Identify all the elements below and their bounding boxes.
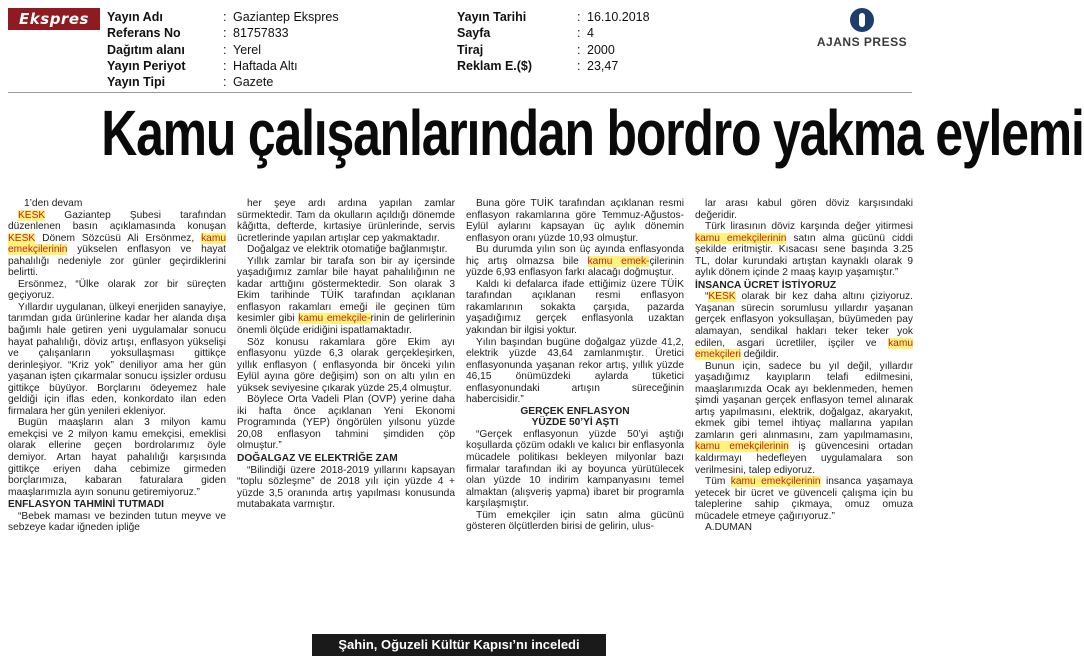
- meta-label: Sayfa: [457, 26, 491, 41]
- meta-row: Yayın Tipi : Gazete: [107, 75, 274, 90]
- paragraph: Kaldı ki defalarca ifade ettiğimiz üzere TÜİK tarafından açıklanan resmi enflasyon rakamlarının sokakta çarşıda, pazarda yaşadığımız gerçek enflasyonla uzaktan yakından bir ilgisi yoktur.: [466, 278, 684, 337]
- paragraph: her şeye ardı ardına yapılan zamlar sürmektedir. Tam da okulların açıldığı dönemde kâğıtta, defterde, kırtasiye ürünlerinde, servis ücretlerinde yapılan artışlar cep yakmaktadır.: [237, 198, 455, 244]
- article-column-3: [466, 198, 684, 618]
- article-column-4: [695, 198, 913, 618]
- subheading: GERÇEK ENFLASYON: [520, 405, 630, 417]
- meta-value: 2000: [587, 42, 615, 57]
- highlight: KESK: [18, 209, 46, 221]
- highlight: kamu emekçilerinin: [695, 232, 787, 244]
- highlight: kamu emekçilerinin: [730, 476, 821, 488]
- paragraph: Tüm kamu emekçilerinin insanca yaşamaya yetecek bir ücret ve güvenceli çalışma için bu taleplerine sahip çıkmaya, omuz omuza mücadele etmeye çağırıyoruz.”: [695, 476, 913, 522]
- paragraph: Yıllık zamlar bir tarafa son bir ay içersinde yaşadığımız zamlar bile hayat pahalılığının ne kadar arttığını göstermektedir. Son olarak 3 Ekim tarihinde TÜİK tarafından açıklanan enflasyon rakamları emeği ile geçinen tüm kesimler gibi kamu emekçile-rinin de gelirlerinin önemli ölçüde eridiğini ispatlamaktadır.: [237, 255, 455, 337]
- paragraph: Buna göre TUİK tarafından açıklanan resmi enflasyon rakamlarına göre Temmuz-Ağustos-Eylül aylarını kapsayan üç aylık dönemin enflasyon oranı yüzde 10,93 olmuştur.: [466, 198, 684, 244]
- agency-logo: [812, 8, 912, 49]
- meta-value: 23,47: [587, 58, 619, 73]
- paragraph: Yılın başından bugüne doğalgaz yüzde 41,2, elektrik yüzde 43,64 zamlanmıştır. Üretici enflasyonunda yaşanan rekor artış, yıllık yüzde 46,15 önümüzdeki aylarda tüketici enflasyonundaki artışın süreceğinin habercisidir.”: [466, 336, 684, 406]
- paragraph: KESK Gaziantep Şubesi tarafından düzenlenen basın açıklamasında konuşan KESK Dönem Sözcüsü Ali Ersönmez, kamu emekçilerinin yükselen enflasyon ve hayat pahalılığı nedeniyle zor günler geçirdiklerini belirtti.: [8, 209, 226, 279]
- meta-label: Reklam E.($): [457, 58, 533, 73]
- headline: Kamu çalışanlarından bordro yakma eylemi: [101, 97, 1084, 169]
- article-column-1: [8, 198, 226, 618]
- highlight: kamu emekçileri: [695, 337, 913, 361]
- paragraph: “Bilindiği üzere 2018-2019 yıllarını kapsayan “toplu sözleşme” de 2018 yılı için yüzde 4 + yüzde 3,5 oranında artış yapılması konusunda mutabakata varmıştır.: [237, 464, 455, 511]
- paragraph: Ersönmez, “Ülke olarak zor bir süreçten geçiyoruz.: [8, 278, 226, 302]
- subheading: ENFLASYON TAHMİNİ TUTMADI: [8, 499, 165, 511]
- agency-name: AJANS PRESS: [816, 35, 908, 49]
- author: A.DUMAN: [705, 522, 752, 534]
- paragraph: Bu durumda yılın son üç ayında enflasyonda hiç artış olmazsa bile kamu emek-çilerinin yüzde 6,93 enflasyon farkı alacağı doğmuştur.: [466, 244, 684, 279]
- subheading: İNSANCA ÜCRET İSTİYORUZ: [695, 279, 837, 291]
- meta-value: 16.10.2018: [587, 10, 650, 24]
- publication-info-right: [457, 9, 650, 74]
- meta-row: Tiraj : 2000: [457, 42, 615, 57]
- subheading: YÜZDE 50’Yİ AŞTI: [531, 417, 619, 429]
- paragraph: Doğalgaz ve elektrik otomatiğe bağlanmıştır.: [247, 244, 448, 256]
- meta-row: Reklam E.($) : 23,47: [457, 58, 619, 73]
- meta-row: Dağıtım alanı : Yerel: [107, 42, 262, 57]
- article-column-2: [237, 198, 455, 618]
- highlight: kamu emekçile-: [298, 313, 371, 325]
- publication-info-left: [107, 9, 339, 90]
- highlight: KESK: [708, 291, 736, 303]
- paragraph: Türk lirasının döviz karşında değer yitirmesi kamu emekçilerinin satın alma gücünü ciddi şekilde eritmiştir. Kısacası sene başında 3.25 TL, dolar kurundaki artıştan kaynaklı olarak 9 aylık dönem içinde 2 maaş kayıp yaşamıştır.”: [695, 221, 913, 279]
- newspaper-logo: Ekspres: [8, 8, 100, 30]
- meta-value: Yerel: [233, 42, 262, 57]
- meta-label: Tiraj: [457, 42, 484, 57]
- paragraph: lar arası kabul gören döviz karşısındaki değeridir.: [695, 198, 913, 221]
- subheading: DOĞALGAZ VE ELEKTRİĞE ZAM: [237, 453, 398, 465]
- paragraph: Tüm emekçiler için satın alma gücünü gösteren ölçütlerden birisi de gelirin, ulus-: [466, 509, 684, 533]
- paragraph: “KESK olarak bir kez daha altını çiziyoruz. Yaşanan sürecin sorumlusu yıllardır yaşanan gerçek enflasyon yoksullaşan, büyümeden pay alamayan, sendikal hakları teker teker yok edilen, asgari ücretliler, işçiler ve kamu emekçileri değildir.: [695, 291, 913, 361]
- highlight: KESK: [8, 232, 36, 244]
- agency-icon: [850, 8, 874, 32]
- meta-row: Sayfa : 4: [457, 26, 594, 41]
- meta-value: Haftada Altı: [233, 58, 298, 73]
- meta-row: Referans No : 81757833: [107, 26, 289, 41]
- paragraph: Yıllardır uygulanan, ülkeyi enerjiden sanayiye, tarımdan gıda ürünlerine kadar her alanda dışa bağımlı hale getiren yeni uygulamalar sonucu hayat pahalılığı, döviz artışı, enflasyon yükselişi ve çalışanların yoksullaşması gittikçe derinleşiyor. “Kriz yok” deniliyor ama her gün yaşanan işten çıkarmalar sonucu işsizler ordusu gittikçe büyüyor. Borçlarını ödeyemez hale geldiği için iflas eden, konkordato ilan eden firmalara her gün yenileri ekleniyor.: [8, 301, 226, 417]
- meta-label: Dağıtım alanı: [107, 42, 185, 57]
- paragraph: Bugün maaşların alan 3 milyon kamu emekçisi ve 2 milyon kamu emekçisi, emeklisi olarak ellerine geçen bordrolarımız öyle demiyor. Artan hayat pahalılığı karşısında gittikçe eriyen daha cebimize girmeden borçlarımıza, kabaran faturalara giden maaşlarımızla ayın sonunu getiremiyoruz.”: [8, 417, 226, 498]
- highlight: kamu emek-: [587, 255, 650, 267]
- meta-value: Gaziantep Ekspres: [233, 10, 339, 24]
- meta-label: Yayın Periyot: [107, 58, 186, 73]
- meta-row: Yayın Tarihi : 16.10.2018: [457, 10, 650, 24]
- header-divider: [8, 92, 912, 93]
- meta-row: Yayın Adı : Gaziantep Ekspres: [107, 10, 339, 24]
- highlight: kamu emekçilerinin: [695, 441, 789, 453]
- meta-value: 4: [587, 26, 594, 41]
- paragraph: Söz konusu rakamlara göre Ekim ayı enflasyonu yüzde 6,3 olarak gerçekleşirken, yıllık enflasyon ( enflasyonda bir önceki yılın Eylül ayına göre değişim) son on altı yılın en yüksek seviyesine çıkarak yüzde 25,4 olmuştur.: [237, 336, 455, 394]
- meta-label: Referans No: [107, 26, 181, 41]
- paragraph: Böylece Orta Vadeli Plan (OVP) yerine daha iki hafta önce açıklanan Yeni Ekonomi Programında (YEP) öngörülen yılsonu yüzde 20,08 enflasyon tahmini şimdiden çöp olmuştur.”: [237, 394, 455, 452]
- meta-label: Yayın Adı: [107, 10, 163, 24]
- meta-value: 81757833: [233, 26, 289, 41]
- continuation-note: 1’den devam: [24, 198, 83, 209]
- paragraph: Bunun için, sadece bu yıl değil, yıllardır yaşadığımız kayıpların telafi edilmesini, maaşlarımızda Ocak ayı beklenmeden, hemen şimdi yaşanan gerçek enflasyon temel alınarak artış yapılmasını, elektrik, doğalgaz, akaryakıt, ekmek gibi temel ihtiyaç mallarına yapılan zamların geri alınmasını, zam yapılmamasını, kamu emekçilerinin iş güvencesini ortadan kaldırmayı hedefleyen uygulamalara son verilmesini, talep ediyoruz.: [695, 360, 913, 476]
- next-article-banner: Şahin, Oğuzeli Kültür Kapısı’nı inceledi: [312, 634, 606, 656]
- highlight: kamu emekçilerinin: [8, 232, 226, 256]
- meta-label: Yayın Tarihi: [457, 10, 527, 24]
- paragraph: “Gerçek enflasyonun yüzde 50’yi aştığı koşullarda çözüm odaklı ve kalıcı bir enflasyonla mücadele politikası bekleyen milyonlar bazı firmalar tarafından iki ay boyunca yürütülecek olan yüzde 10 indirim kampanyasını temel almaktan (alışveriş yapma) ibaret bir programla karşılaşmıştır.: [466, 428, 685, 510]
- meta-row: Yayın Periyot : Haftada Altı: [107, 58, 298, 73]
- meta-label: Yayın Tipi: [107, 75, 166, 90]
- meta-value: Gazete: [233, 75, 274, 90]
- paragraph: “Bebek maması ve bezinden tutun meyve ve sebzeye kadar iğneden ipliğe: [8, 510, 226, 534]
